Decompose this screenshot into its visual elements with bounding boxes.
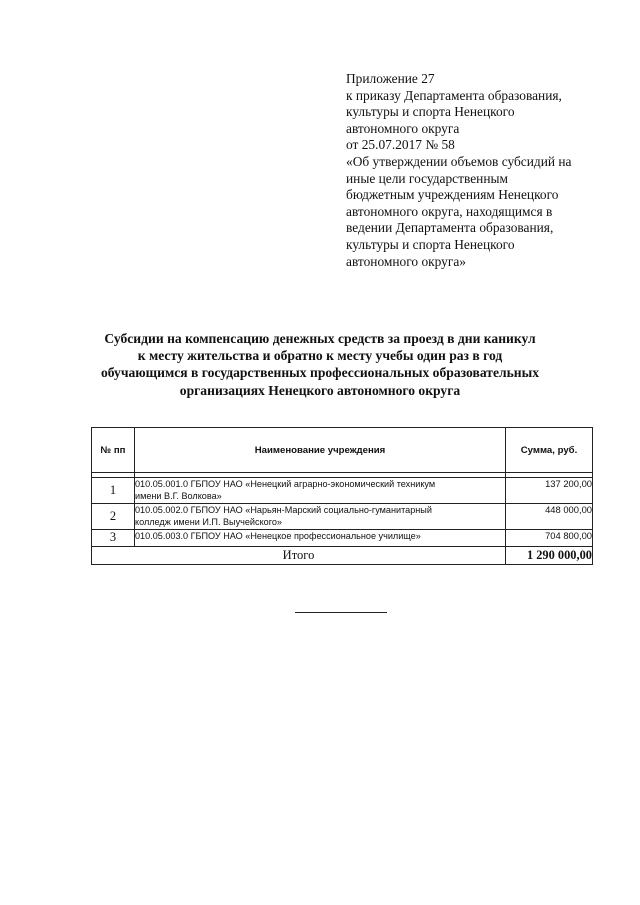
table-row	[92, 529, 593, 546]
appendix-line: автономного округа»	[346, 253, 466, 269]
table-row	[92, 478, 593, 504]
appendix-line: к приказу Департамента образования,	[346, 87, 562, 103]
institution-name-line: 010.05.002.0 ГБПОУ НАО «Нарьян-Марский социально-гуманитарный	[135, 504, 432, 515]
appendix-line: Приложение 27	[346, 71, 435, 86]
institution-name-line: 010.05.003.0 ГБПОУ НАО «Ненецкое профессиональное училище»	[135, 530, 421, 541]
appendix-line: автономного округа, находящимся в	[346, 203, 553, 219]
row-number: 1	[92, 478, 135, 504]
appendix-line: автономного округа	[346, 120, 460, 136]
appendix-line: культуры и спорта Ненецкого	[346, 104, 515, 120]
subsidy-table	[91, 427, 593, 565]
table-header-row	[92, 428, 593, 473]
header-num: № пп	[92, 428, 135, 473]
header-sum: Сумма, руб.	[506, 428, 593, 473]
row-sum: 137 200,00	[506, 478, 593, 504]
title-line: к месту жительства и обратно к месту учебы один раз в год	[137, 348, 503, 364]
title-line: Субсидии на компенсацию денежных средств за проезд в дни каникул	[104, 331, 536, 346]
institution-name	[135, 529, 506, 546]
total-label: Итого	[92, 546, 506, 564]
institution-name	[135, 478, 506, 504]
document-title	[90, 330, 550, 399]
institution-name-line: имени В.Г. Волкова»	[135, 491, 222, 502]
title-line: организациях Ненецкого автономного округа	[179, 382, 461, 398]
row-sum: 448 000,00	[506, 503, 593, 529]
row-number: 3	[92, 529, 135, 546]
header-name: Наименование учреждения	[135, 428, 506, 473]
table-total-row	[92, 546, 593, 564]
table-row	[92, 503, 593, 529]
appendix-line: иные цели государственным	[346, 170, 508, 186]
appendix-line: ведении Департамента образования,	[346, 220, 554, 236]
row-number: 2	[92, 503, 135, 529]
appendix-line: от 25.07.2017 № 58	[346, 137, 455, 153]
institution-name	[135, 503, 506, 529]
appendix-line: «Об утверждении объемов субсидий на	[346, 153, 572, 169]
institution-name-line: 010.05.001.0 ГБПОУ НАО «Ненецкий аграрно-экономический техникум	[135, 479, 436, 489]
appendix-line: бюджетным учреждениям Ненецкого	[346, 187, 559, 203]
appendix-line: культуры и спорта Ненецкого	[346, 236, 515, 252]
institution-name-line: колледж имени И.П. Выучейского»	[135, 517, 282, 528]
total-sum: 1 290 000,00	[506, 546, 593, 564]
end-divider-line	[295, 612, 387, 613]
appendix-block	[346, 71, 596, 270]
title-line: обучающимся в государственных профессиональных образовательных	[100, 365, 540, 381]
row-sum: 704 800,00	[506, 529, 593, 546]
